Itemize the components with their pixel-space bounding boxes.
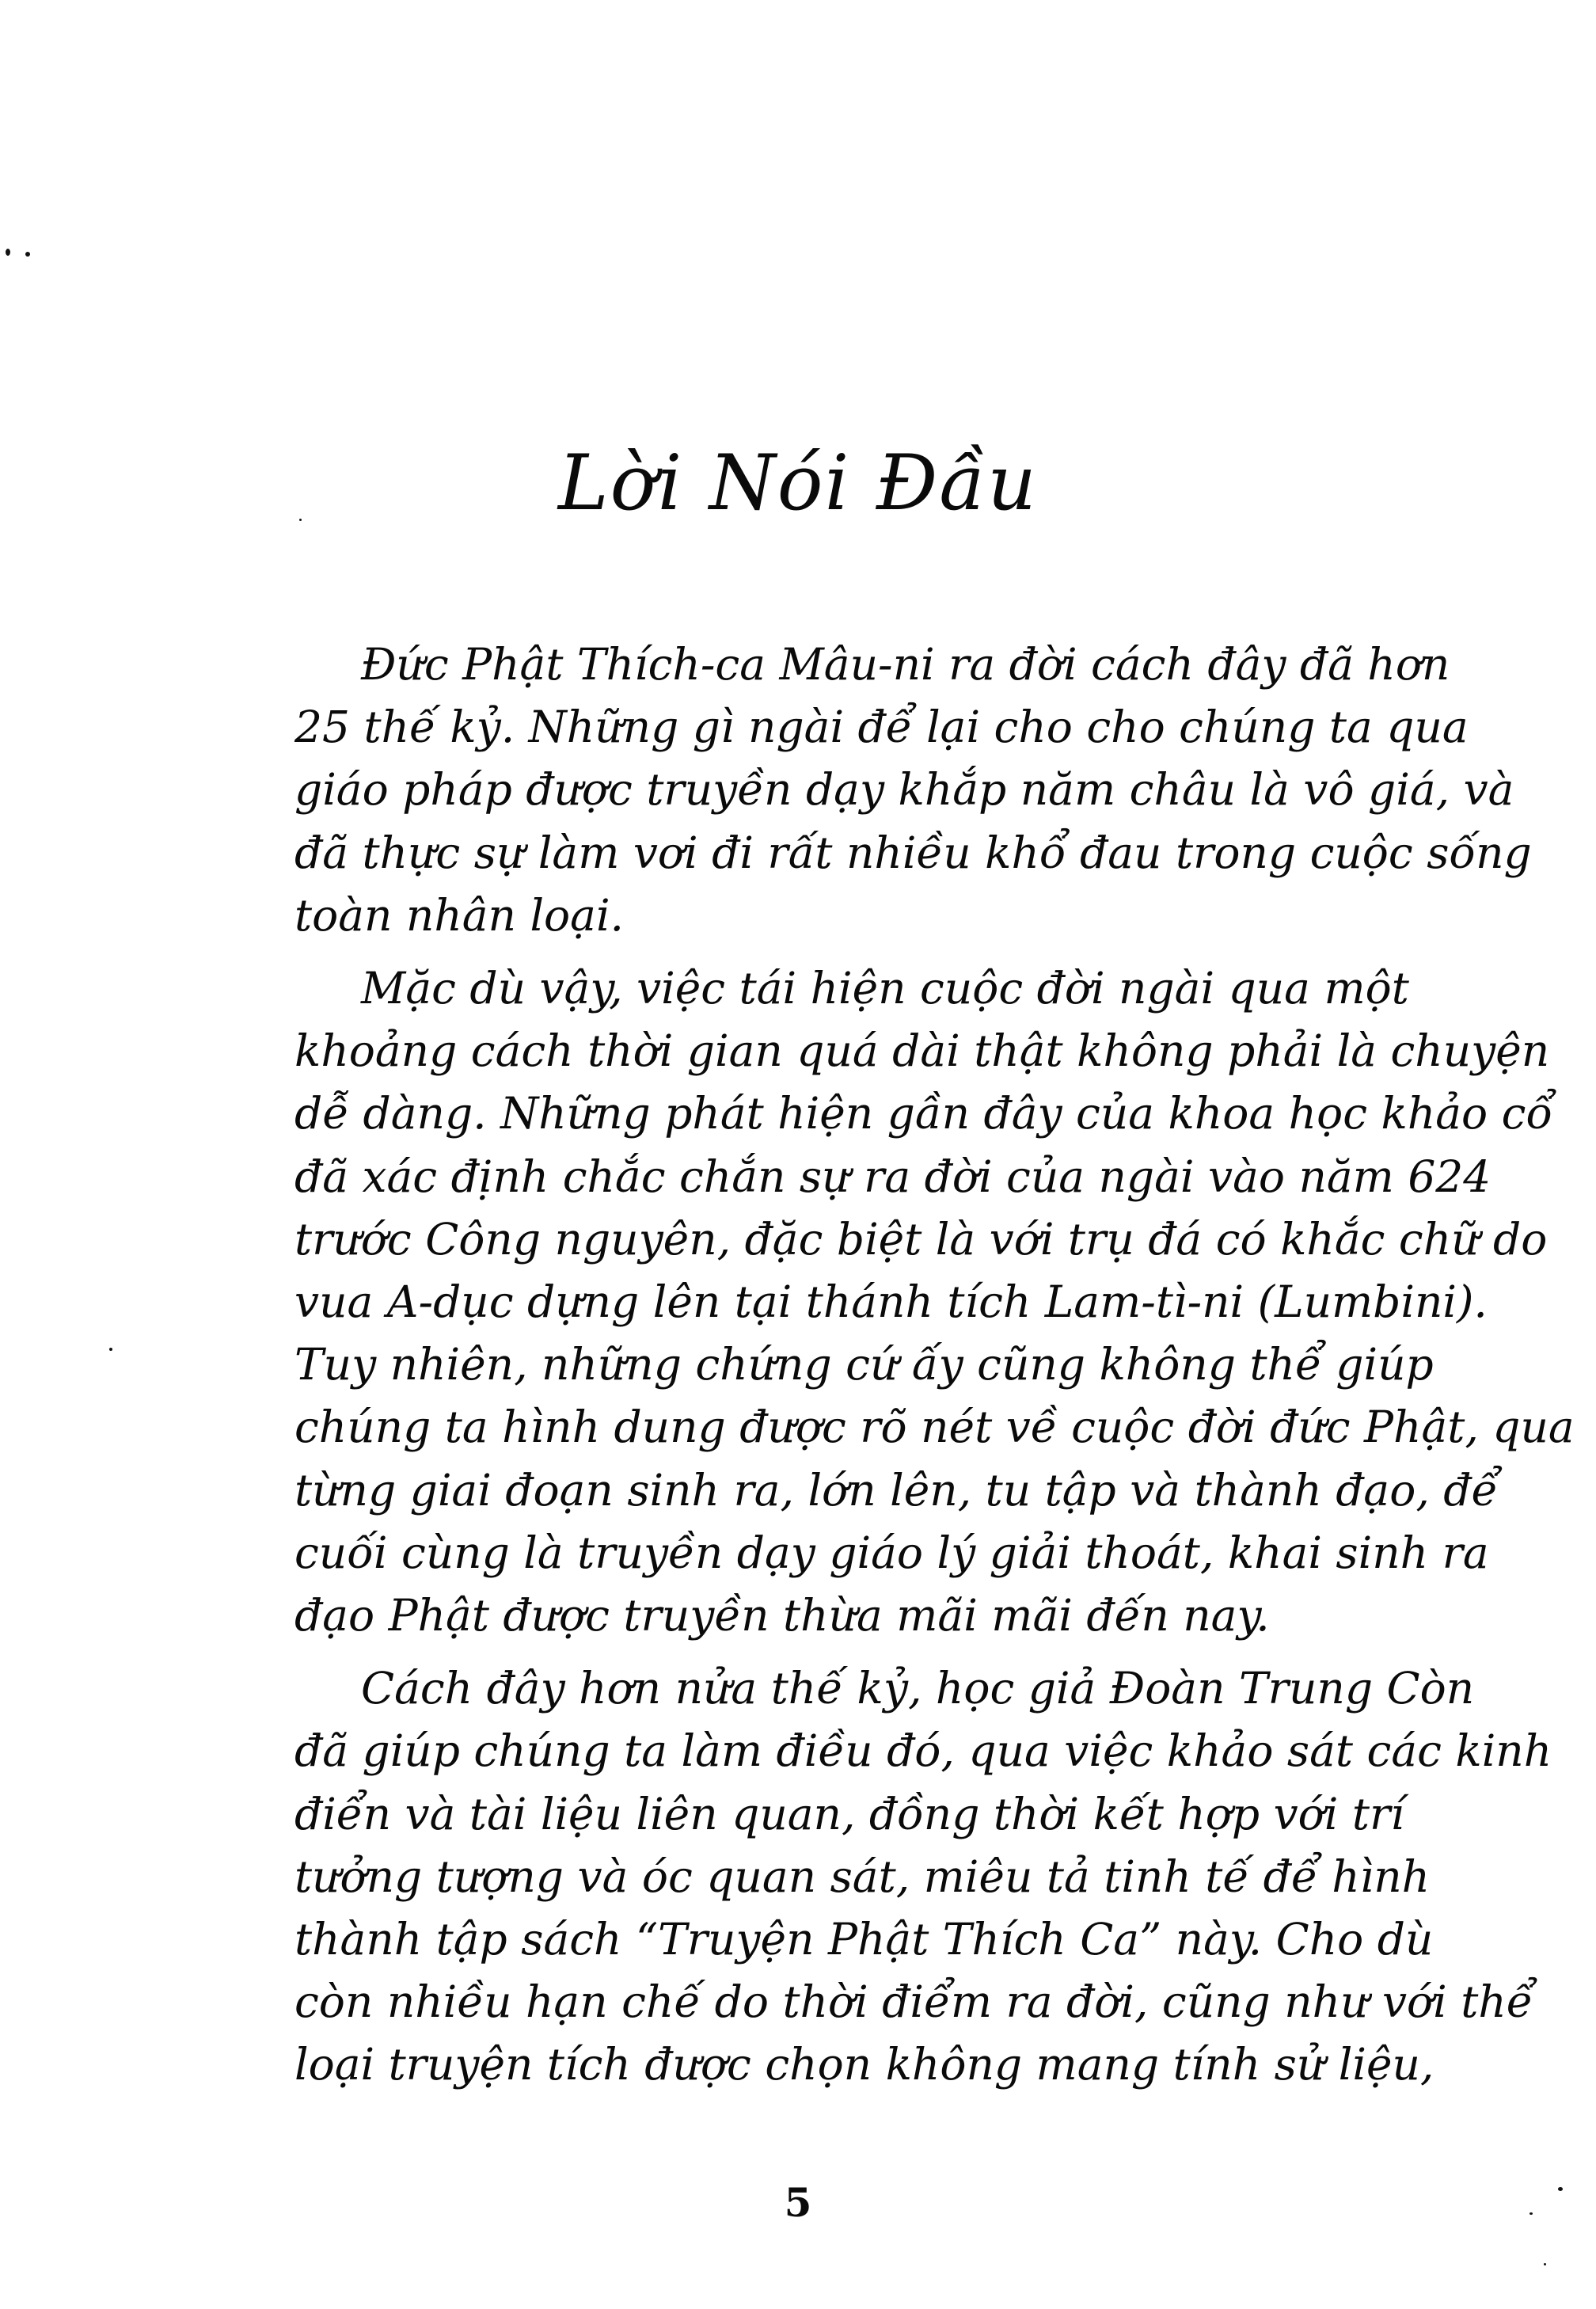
- text-line: vua A-dục dựng lên tại thánh tích Lam-tì-ni (Lumbini).: [294, 1276, 1488, 1328]
- text-line: 25 thế kỷ. Những gì ngài để lại cho cho chúng ta qua: [294, 702, 1469, 753]
- text-line: loại truyện tích được chọn không mang tính sử liệu,: [294, 2039, 1434, 2090]
- text-line: cuối cùng là truyền dạy giáo lý giải thoát, khai sinh ra: [294, 1527, 1489, 1578]
- text-line: Mặc dù vậy, việc tái hiện cuộc đời ngài qua một: [361, 963, 1409, 1014]
- paragraph: [294, 633, 1532, 947]
- text-line: tưởng tượng và óc quan sát, miêu tả tinh tế để hình: [294, 1851, 1431, 1902]
- text-line: Tuy nhiên, những chứng cứ ấy cũng không thể giúp: [294, 1339, 1434, 1390]
- text-line: điển và tài liệu liên quan, đồng thời kết hợp với trí: [294, 1788, 1404, 1839]
- text-line: đã xác định chắc chắn sự ra đời của ngài vào năm 624: [294, 1151, 1492, 1202]
- text-line: chúng ta hình dung được rõ nét về cuộc đời đức Phật, qua: [294, 1402, 1575, 1453]
- text-line: Cách đây hơn nửa thế kỷ, học giả Đoàn Trung Còn: [361, 1663, 1475, 1714]
- text-line: dễ dàng. Những phát hiện gần đây của khoa học khảo cổ: [294, 1088, 1553, 1139]
- text-line: còn nhiều hạn chế do thời điểm ra đời, cũng như với thể: [294, 1976, 1533, 2028]
- text-line: từng giai đoạn sinh ra, lớn lên, tu tập và thành đạo, để: [294, 1464, 1499, 1516]
- page-number: 5: [784, 2179, 812, 2226]
- text-line: giáo pháp được truyền dạy khắp năm châu là vô giá, và: [294, 764, 1514, 816]
- text-line: trước Công nguyên, đặc biệt là với trụ đá có khắc chữ do: [294, 1213, 1548, 1265]
- paragraph: [294, 1657, 1552, 2096]
- scan-speck: [109, 1348, 112, 1351]
- scan-speck: [1544, 2263, 1546, 2265]
- text-line: khoảng cách thời gian quá dài thật không phải là chuyện: [294, 1025, 1550, 1077]
- scan-speck: [6, 249, 10, 256]
- text-line: đạo Phật được truyền thừa mãi mãi đến nay.: [294, 1590, 1270, 1641]
- scan-speck: [25, 252, 30, 257]
- body-text: [294, 633, 1575, 2097]
- text-line: đã thực sự làm vơi đi rất nhiều khổ đau trong cuộc sống: [294, 827, 1532, 878]
- text-line: thành tập sách “Truyện Phật Thích Ca” này. Cho dù: [294, 1914, 1434, 1965]
- text-line: đã giúp chúng ta làm điều đó, qua việc khảo sát các kinh: [294, 1725, 1552, 1777]
- paragraph: [294, 957, 1575, 1647]
- text-line: Đức Phật Thích-ca Mâu-ni ra đời cách đây đã hơn: [361, 639, 1450, 690]
- page-title: Lời Nói Đầu: [558, 439, 1038, 527]
- text-line: toàn nhân loại.: [294, 889, 625, 941]
